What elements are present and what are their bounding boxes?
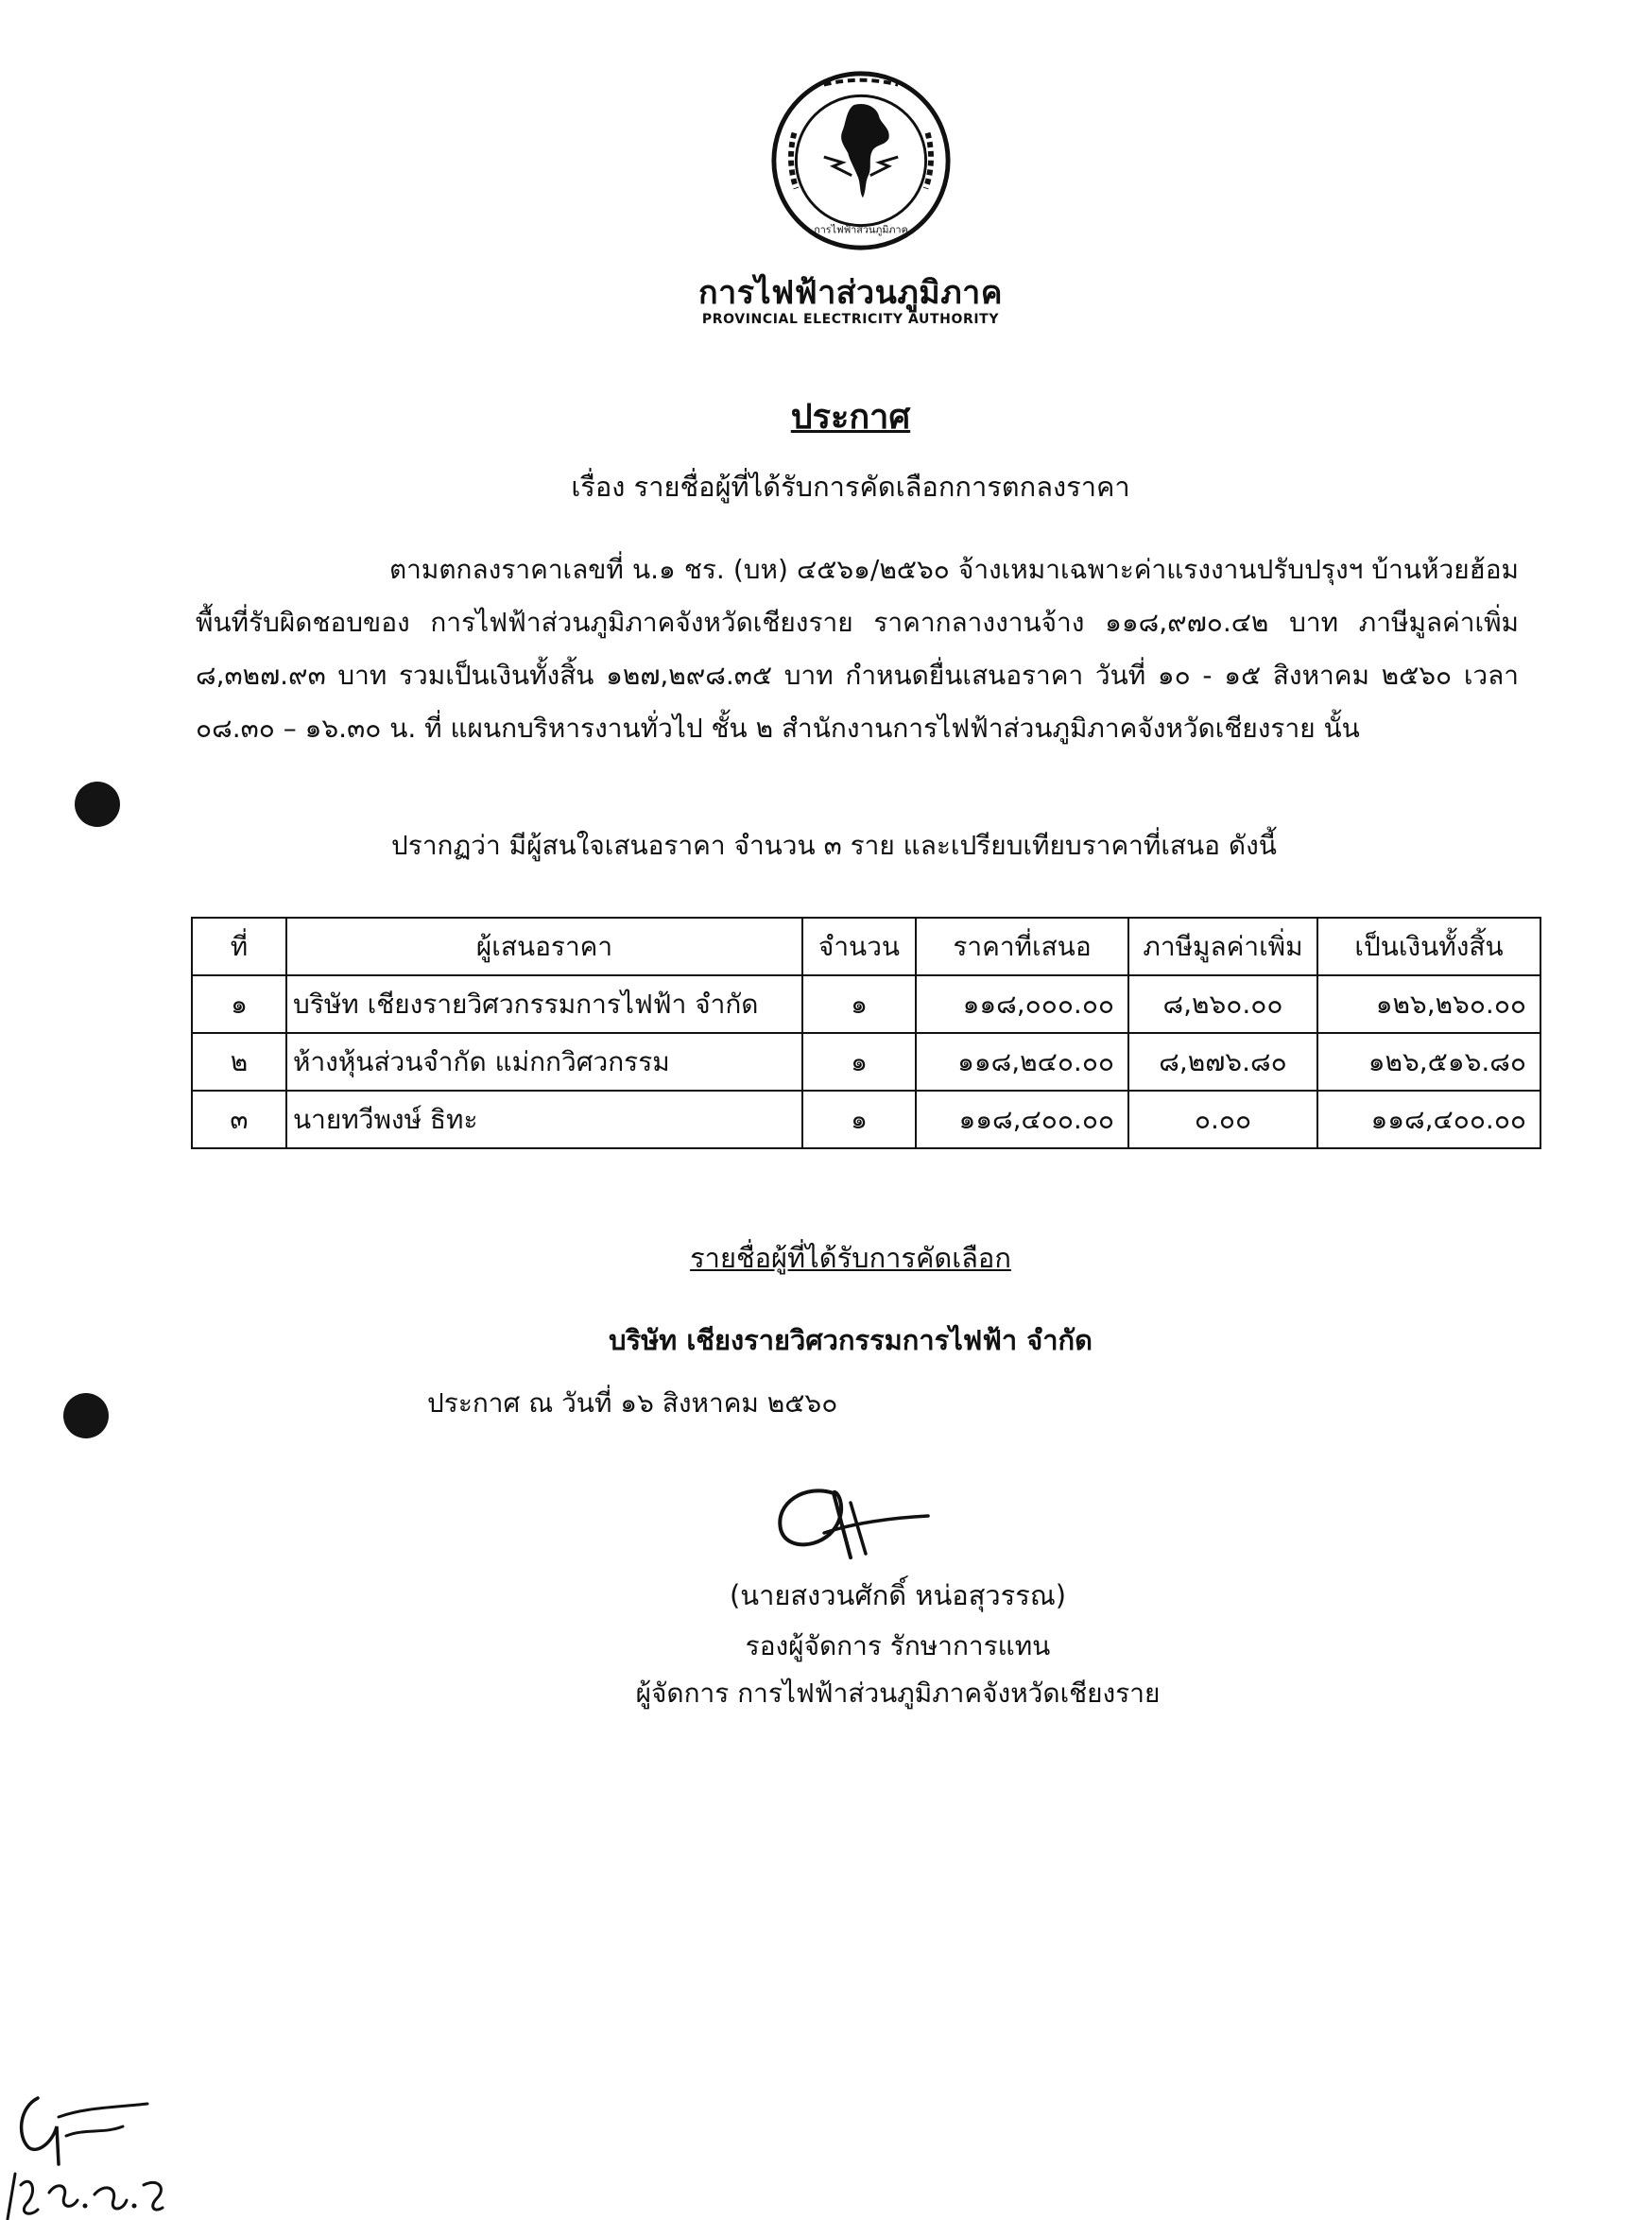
cell-quantity: ๑ [802, 1091, 916, 1148]
page-title: ประกาศ [790, 398, 911, 437]
subject-line: เรื่อง รายชื่อผู้ที่ได้รับการคัดเลือกการตกลงราคา [571, 471, 1130, 503]
bid-comparison-table [191, 917, 1541, 1149]
signatory-title-1: รองผู้จัดการ รักษาการแทน [745, 1630, 1051, 1661]
svg-text:การไฟฟ้าส่วนภูมิภาค: การไฟฟ้าส่วนภูมิภาค [814, 223, 908, 236]
cell-quantity: ๑ [802, 1033, 916, 1091]
org-name-english: PROVINCIAL ELECTRICITY AUTHORITY [701, 312, 1000, 327]
cell-total: ๑๒๖,๒๖๐.๐๐ [1317, 975, 1540, 1033]
cell-bid-price: ๑๑๘,๒๔๐.๐๐ [916, 1033, 1128, 1091]
table-row [192, 1091, 1540, 1148]
cell-bidder: นายทวีพงษ์ ธิทะ [286, 1091, 802, 1148]
cell-quantity: ๑ [802, 975, 916, 1033]
punch-hole [75, 782, 120, 827]
cell-bidder: บริษัท เชียงรายวิศวกรรมการไฟฟ้า จำกัด [286, 975, 802, 1033]
org-name-thai: การไฟฟ้าส่วนภูมิภาค [698, 274, 1003, 312]
signatory-name: (นายสงวนศักดิ์ หน่อสุวรรณ) [729, 1579, 1067, 1611]
announcement-paragraph [196, 543, 1519, 755]
paragraph-text: ตามตกลงราคาเลขที่ น.๑ ชร. (บห) ๔๕๖๑/๒๕๖๐ จ้างเหมาเฉพาะค่าแรงงานปรับปรุงฯ บ้านห้วยฮ้อม พื้นที่รับผิดชอบของ การไฟฟ้าส่วนภูมิภาคจังหวัดเชียงราย ราคากลางงานจ้าง ๑๑๘,๙๗๐.๔๒ บาท ภาษีมูลค่าเพิ่ม ๘,๓๒๗.๙๓ บาท รวมเป็นเงินทั้งสิ้น ๑๒๗,๒๙๘.๓๕ บาท กำหนดยื่นเสนอราคา วันที่ ๑๐ - ๑๕ สิงหาคม ๒๕๖๐ เวลา ๐๘.๓๐ – ๑๖.๓๐ น. ที่ แผนกบริหารงานทั่วไป ชั้น ๒ สำนักงานการไฟฟ้าส่วนภูมิภาคจังหวัดเชียงราย นั้น [196, 554, 1519, 744]
announcement-date: ประกาศ ณ วันที่ ๑๖ สิงหาคม ๒๕๖๐ [427, 1387, 838, 1419]
cell-vat: ๘,๒๗๖.๘๐ [1128, 1033, 1317, 1091]
handwritten-initials [0, 2079, 180, 2220]
col-header-total: เป็นเงินทั้งสิ้น [1317, 918, 1540, 975]
table-row [192, 1033, 1540, 1091]
cell-bid-price: ๑๑๘,๔๐๐.๐๐ [916, 1091, 1128, 1148]
col-header-bidder: ผู้เสนอราคา [286, 918, 802, 975]
cell-number: ๓ [192, 1091, 286, 1148]
col-header-number: ที่ [192, 918, 286, 975]
handwritten-signature [767, 1474, 938, 1559]
selected-heading: รายชื่อผู้ที่ได้รับการคัดเลือก [690, 1242, 1011, 1274]
table-header-row [192, 918, 1540, 975]
signatory-title-2: ผู้จัดการ การไฟฟ้าส่วนภูมิภาคจังหวัดเชียงราย [635, 1678, 1161, 1709]
pea-logo-seal [768, 68, 954, 253]
col-header-vat: ภาษีมูลค่าเพิ่ม [1128, 918, 1317, 975]
bidders-summary: ปรากฏว่า มีผู้สนใจเสนอราคา จำนวน ๓ ราย และเปรียบเทียบราคาที่เสนอ ดังนี้ [391, 830, 1277, 861]
cell-bid-price: ๑๑๘,๐๐๐.๐๐ [916, 975, 1128, 1033]
cell-number: ๑ [192, 975, 286, 1033]
cell-total: ๑๒๖,๕๑๖.๘๐ [1317, 1033, 1540, 1091]
cell-vat: ๐.๐๐ [1128, 1091, 1317, 1148]
cell-number: ๒ [192, 1033, 286, 1091]
cell-total: ๑๑๘,๔๐๐.๐๐ [1317, 1091, 1540, 1148]
punch-hole [63, 1393, 109, 1438]
cell-bidder: ห้างหุ้นส่วนจำกัด แม่กกวิศวกรรม [286, 1033, 802, 1091]
cell-vat: ๘,๒๖๐.๐๐ [1128, 975, 1317, 1033]
col-header-bid-price: ราคาที่เสนอ [916, 918, 1128, 975]
col-header-quantity: จำนวน [802, 918, 916, 975]
selected-company: บริษัท เชียงรายวิศวกรรมการไฟฟ้า จำกัด [609, 1324, 1093, 1356]
table-row [192, 975, 1540, 1033]
